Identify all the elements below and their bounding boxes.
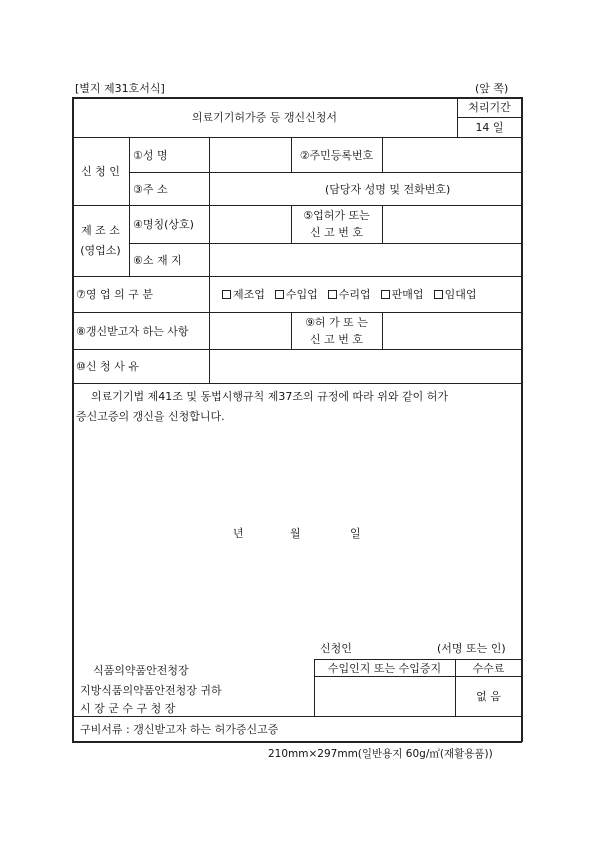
processing-period-label: 처리기간 xyxy=(468,101,511,114)
option-label: 판매업 xyxy=(391,288,424,301)
reason-label: ⑩신 청 사 유 xyxy=(76,360,139,373)
option-label: 제조업 xyxy=(233,288,265,301)
manufacturer-label-line1: 제 조 소 xyxy=(81,223,120,237)
checkbox-icon xyxy=(434,290,443,299)
date-day: 일 xyxy=(350,527,361,540)
statement-line-2: 증신고증의 갱신을 신청합니다. xyxy=(76,410,225,423)
checkbox-icon xyxy=(275,290,284,299)
company-name-field[interactable] xyxy=(210,206,290,242)
manufacturer-label-line2: (영업소) xyxy=(80,243,121,257)
rrn-field[interactable] xyxy=(383,138,520,171)
form-number: [별지 제31호서식] xyxy=(75,82,165,95)
divider xyxy=(129,137,130,205)
page-side-label: (앞 쪽) xyxy=(475,82,509,95)
date-year: 년 xyxy=(233,527,244,540)
company-name-label: ④명칭(상호) xyxy=(133,218,194,231)
permit-number-label-line1: ⑨허 가 또 는 xyxy=(305,315,368,329)
border-right xyxy=(521,97,523,742)
recipient-2: 지방식품의약품안전청장 귀하 xyxy=(80,684,222,697)
business-license-field[interactable] xyxy=(383,206,520,242)
renewal-subject-field[interactable] xyxy=(210,313,290,348)
option-repair[interactable] xyxy=(328,286,371,302)
business-type-label: ⑦영 업 의 구 분 xyxy=(76,288,153,301)
location-label: ⑥소 재 지 xyxy=(133,253,182,267)
divider xyxy=(129,205,130,276)
business-license-label xyxy=(291,205,382,243)
stamp-area[interactable] xyxy=(315,677,454,715)
checkbox-icon xyxy=(381,290,390,299)
option-import[interactable] xyxy=(275,286,318,302)
option-label: 수입업 xyxy=(285,288,318,301)
business-license-label-line1: ⑤업허가 또는 xyxy=(303,209,370,222)
contact-note: (담당자 성명 및 전화번호) xyxy=(325,182,451,196)
option-label: 수리업 xyxy=(338,288,371,301)
location-field[interactable] xyxy=(210,244,520,275)
date-month: 월 xyxy=(290,527,301,540)
stamp-label: 수입인지 또는 수입증지 xyxy=(327,661,442,675)
signature-label: 신청인 xyxy=(320,642,352,655)
checkbox-icon xyxy=(222,290,231,299)
business-type-options xyxy=(222,276,476,312)
processing-period-value: 14 일 xyxy=(475,121,504,134)
signature-note: (서명 또는 인) xyxy=(437,642,506,655)
option-manufacturing[interactable] xyxy=(222,286,265,302)
business-license-label-line2: 신 고 번 호 xyxy=(310,226,363,239)
paper-spec: 210mm×297mm(일반용지 60g/㎡(재활용품)) xyxy=(268,748,493,760)
manufacturer-label xyxy=(72,205,129,276)
option-sales[interactable] xyxy=(381,286,424,302)
fee-label: 수수료 xyxy=(472,661,505,675)
option-label: 임대업 xyxy=(444,288,477,301)
renewal-subject-label: ⑧갱신받고자 하는 사항 xyxy=(76,324,189,338)
border-bottom xyxy=(72,741,522,743)
divider xyxy=(72,383,522,384)
address-label: ③주 소 xyxy=(133,182,168,196)
form-title: 의료기기허가증 등 갱신신청서 xyxy=(191,111,338,124)
reason-field[interactable] xyxy=(210,350,520,382)
permit-number-field[interactable] xyxy=(383,313,520,348)
rrn-label: ②주민등록번호 xyxy=(299,148,374,162)
recipient-1: 식품의약품안전청장 xyxy=(93,664,189,677)
option-rental[interactable] xyxy=(434,286,477,302)
permit-number-label-line2: 신 고 번 호 xyxy=(310,332,363,346)
recipient-3: 시 장 군 수 구 청 장 xyxy=(80,702,176,715)
checkbox-icon xyxy=(328,290,337,299)
applicant-label: 신 청 인 xyxy=(81,165,120,178)
statement-line-1: 의료기기법 제41조 및 동법시행규칙 제37조의 규정에 따라 위와 같이 허가 xyxy=(91,390,448,403)
fee-value: 없 음 xyxy=(476,690,501,703)
permit-number-label xyxy=(291,312,382,349)
name-label: ①성 명 xyxy=(133,148,168,162)
attachment-note: 구비서류 : 갱신받고자 하는 허가증신고증 xyxy=(80,722,279,736)
name-field[interactable] xyxy=(210,138,290,171)
divider xyxy=(209,276,210,312)
